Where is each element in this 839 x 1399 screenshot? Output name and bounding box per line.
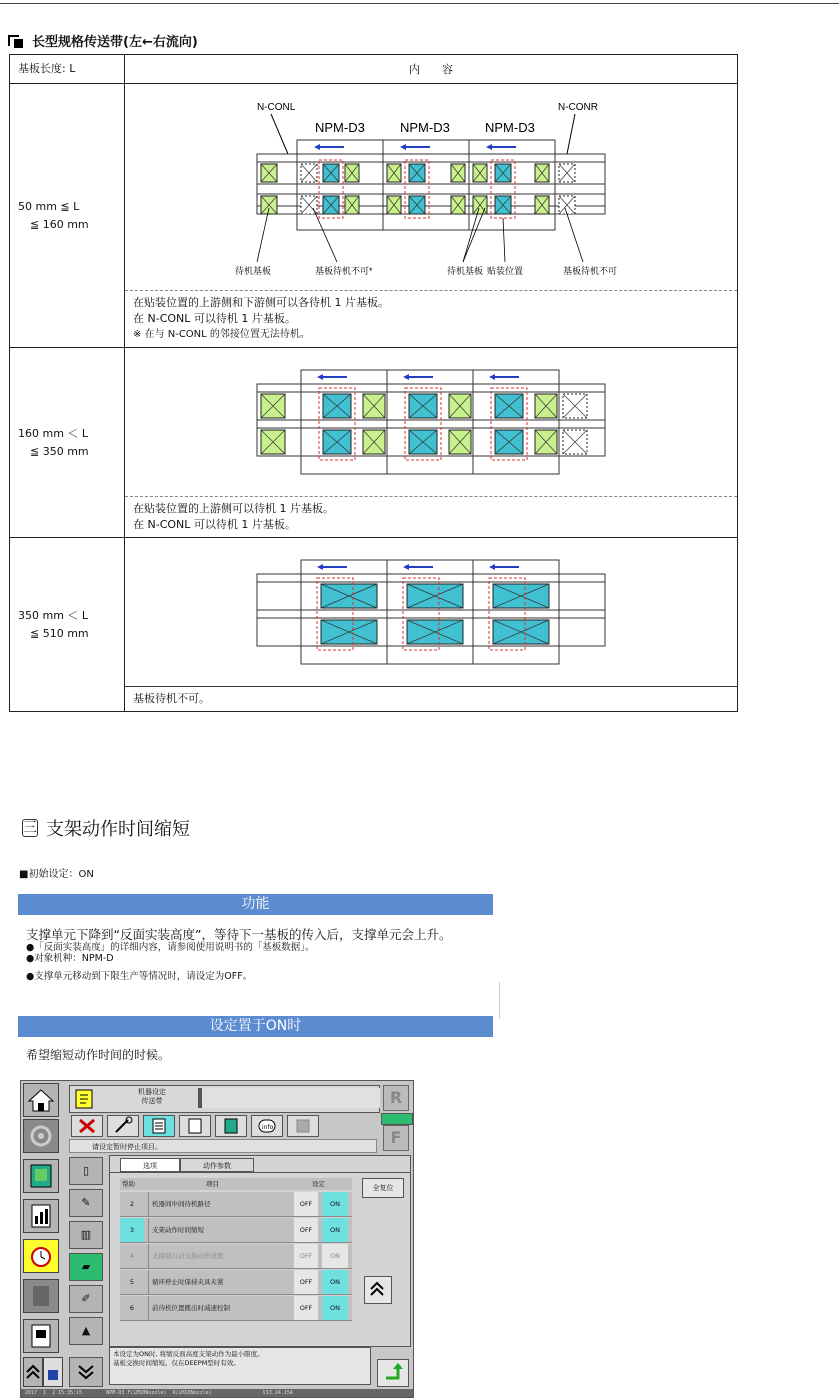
label-nconr: N-CONR [558,102,598,113]
side-button-5[interactable]: ✐ [69,1285,103,1313]
off-toggle[interactable]: OFF [294,1296,318,1320]
option-row[interactable] [120,1244,352,1269]
scroll-up-button[interactable] [364,1276,392,1304]
note-2-line1: 在贴装位置的上游侧可以待机 1 片基板。 [133,502,334,515]
range-2-line1: 160 mm ＜ L [18,426,89,440]
note-1-line3: ※ 在与 N-CONL 的邻接位置无法待机。 [133,329,310,340]
header-line2: 传送带 [141,1097,163,1105]
machine-icon-button[interactable] [23,1319,59,1353]
board-length-table [9,54,738,712]
col-help: 帮助 [122,1180,135,1188]
side-button-3[interactable]: ▥ [69,1221,103,1249]
row-label: 循环停止时保持夹具夹紧 [148,1270,286,1294]
col-header-content: 内 容 [125,55,738,84]
home-button[interactable] [23,1083,59,1117]
on-toggle[interactable]: ON [322,1192,348,1216]
section-icon [8,35,24,47]
side-button-6[interactable]: ▲ [69,1317,103,1345]
note-1-line1: 在贴装位置的上游侧和下游侧可以各待机 1 片基板。 [133,296,389,309]
label-nowait-star: 基板待机不可* [315,266,373,276]
label-nconl: N-CONL [257,102,296,113]
list-icon-button[interactable] [143,1115,175,1137]
range-cell-1 [10,84,125,348]
content-cell-2 [125,348,738,538]
off-toggle[interactable]: OFF [294,1270,318,1294]
row-number: 5 [129,1278,135,1286]
note-2 [125,496,737,537]
conveyor-diagram-2 [125,348,737,496]
board-set-icon-button[interactable] [215,1115,247,1137]
label-mount: 贴装位置 [487,266,524,276]
label-npm1: NPM-D3 [315,120,365,135]
top-rule [0,3,839,4]
range-cell-2 [10,348,125,538]
label-wait2: 待机基板 [447,266,484,276]
fan-icon-button[interactable] [23,1119,59,1153]
option-row[interactable] [120,1296,352,1321]
scroll-down-button[interactable] [69,1357,103,1387]
function-text: 支撑单元下降到“反面实装高度”，等待下一基板的传入后，支撑单元会上升。 [26,927,452,942]
col-item: 项目 [206,1180,219,1188]
option-row[interactable] [120,1218,352,1243]
range-2-line2: ≦ 350 mm [30,444,89,458]
conveyor-diagram-3 [125,538,737,686]
tab-options[interactable]: 选项 [120,1158,180,1172]
status-indicator [381,1113,413,1125]
note-3-line1: 基板待机不可。 [133,692,210,705]
table-header [120,1178,352,1190]
label-npm3: NPM-D3 [485,120,535,135]
on-toggle[interactable]: ON [322,1218,348,1242]
label-wait: 待机基板 [235,266,272,276]
document-icon-button[interactable] [179,1115,211,1137]
on-toggle[interactable]: ON [322,1296,348,1320]
bullet-1: ●「反面实装高度」的详细内容，请参阅使用说明书的「基板数据」。 [26,942,315,953]
on-toggle[interactable]: ON [322,1244,348,1268]
section2-title [22,815,190,841]
option-row[interactable] [120,1192,352,1217]
off-toggle[interactable]: OFF [294,1192,318,1216]
info-icon-button[interactable] [251,1115,283,1137]
range-3-line2: ≦ 510 mm [30,626,89,640]
note-1-line2: 在 N-CONL 可以待机 1 片基板。 [133,312,296,325]
board-icon-button[interactable] [23,1159,59,1193]
row-number: 6 [129,1304,135,1312]
range-1-line1: 50 mm ≦ L [18,199,80,213]
row-label: 支撑销自动交换动作设置 [148,1244,286,1268]
wrench-icon-button[interactable] [107,1115,139,1137]
range-1-line2: ≦ 160 mm [30,217,89,231]
disabled-icon-button[interactable] [287,1115,319,1137]
header-title [122,1088,182,1106]
row-number: 4 [129,1252,135,1260]
side-button-4[interactable]: ▰ [69,1253,103,1281]
scroll-up-all-button[interactable] [23,1357,43,1387]
tab-rule [110,1172,410,1173]
lock-icon-button[interactable] [43,1357,63,1387]
option-row[interactable] [120,1270,352,1295]
header-line1: 机器设定 [138,1088,166,1096]
off-toggle[interactable]: OFF [294,1218,318,1242]
screen-header [69,1085,380,1113]
return-icon-button[interactable] [377,1359,409,1387]
settings-icon [72,1087,96,1111]
label-npm2: NPM-D3 [400,120,450,135]
desc-line1: 本设定为ON时, 将缩反面高度支架动作为最小限度。 [113,1350,264,1358]
status-bar: 2017 1 2 15:35:15 NPM-D3 F(LM10Nozzle) R(LM10Nozzle) V13.24.15A [21,1389,413,1397]
bullet-3: ●支撑单元移动到下限生产等情况时，请设定为OFF。 [26,971,253,982]
cancel-icon-button[interactable] [71,1115,103,1137]
range-3-line1: 350 mm ＜ L [18,608,89,622]
svg-text:info: info [262,1124,274,1131]
side-button-1[interactable]: ▯ [69,1157,103,1185]
description-box [109,1347,371,1385]
settings-panel [109,1155,411,1347]
col-header-length: 基板长度: L [10,55,125,84]
section-title-text: 长型规格传送带(左←右流向) [32,35,198,50]
alarm-clock-icon-button[interactable] [23,1239,59,1273]
divider [499,982,500,1019]
note-2-line2: 在 N-CONL 可以待机 1 片基板。 [133,518,296,531]
header-slot [198,1088,380,1108]
row-label: 支架动作时间缩短 [148,1218,286,1242]
col-set: 设定 [312,1180,325,1188]
tab-parameters[interactable]: 动作参数 [180,1158,254,1172]
note-3 [125,686,737,711]
initial-setting: ■初始设定：ON [19,869,94,880]
label-nowait: 基板待机不可 [563,266,618,276]
side-button-2[interactable]: ✎ [69,1189,103,1217]
on-setting-text: 希望缩短动作时间的时候。 [26,1048,171,1062]
content-cell-1 [125,84,738,348]
gray-block-button[interactable] [23,1279,59,1313]
machine-settings-screen [20,1080,414,1398]
row-number: 3 [120,1218,144,1242]
row-label: 前待机位置搬出时减速控制 [148,1296,286,1320]
hint-bar: 请设定暂时停止项目。 [69,1139,377,1153]
note-1 [125,290,737,347]
r-button[interactable]: R [383,1085,409,1111]
section-title [8,31,198,50]
on-setting-bar: 设定置于ON时 [18,1016,493,1037]
row-label: 机器间中间待机路径 [148,1192,286,1216]
content-cell-3 [125,538,738,712]
bullet-2: ●对象机种：NPM-D [26,953,114,964]
conveyor-diagram-1 [125,84,737,290]
row-number: 2 [129,1200,135,1208]
chart-icon-button[interactable] [23,1199,59,1233]
on-toggle[interactable]: ON [322,1270,348,1294]
off-toggle[interactable]: OFF [294,1244,318,1268]
section2-number: 三 [23,820,37,836]
desc-line2: 基板交换时间缩短。仅在DEEPM型时有效。 [113,1359,240,1367]
reset-all-button[interactable]: 全复位 [362,1178,404,1198]
function-bar: 功能 [18,894,493,915]
f-button[interactable]: F [383,1125,409,1151]
section2-title-text: 支架动作时间缩短 [46,819,190,840]
range-cell-3 [10,538,125,712]
